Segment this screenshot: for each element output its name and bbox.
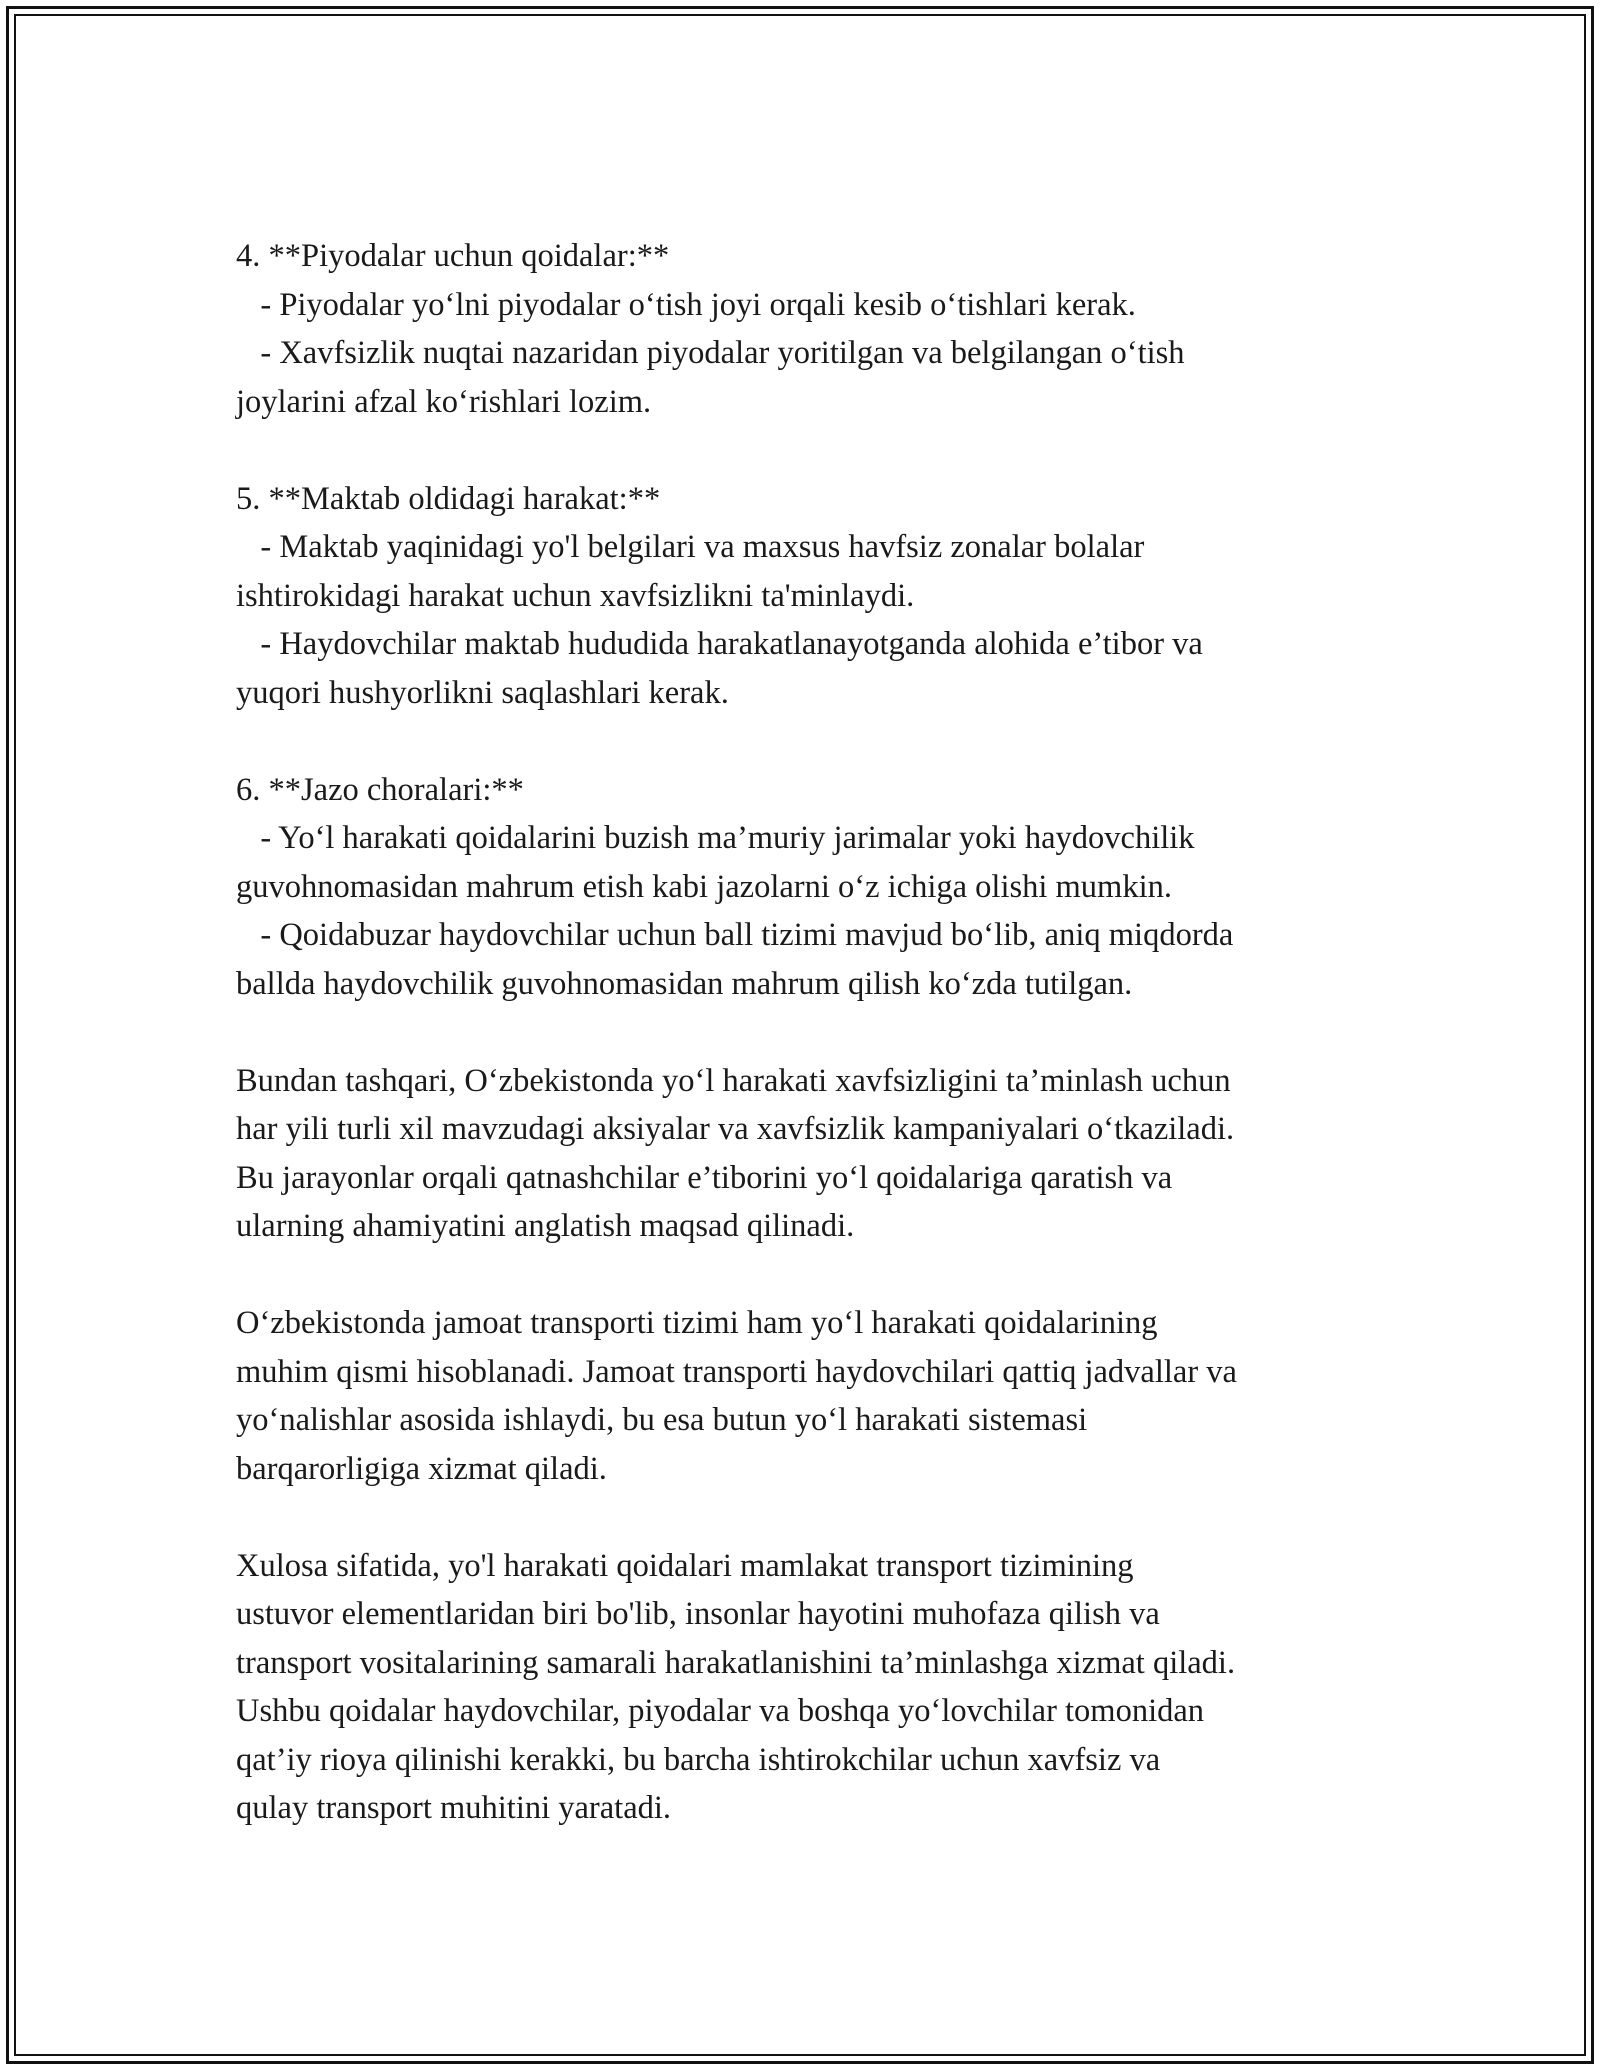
text-line: qulay transport muhitini yaratadi. [236,1790,672,1826]
paragraph-gap [236,1251,1386,1300]
text-line: Bundan tashqari, O‘zbekistonda yo‘l harakati xavfsizligini ta’minlash uchun [236,1062,1231,1099]
text-line: ballda haydovchilik guvohnomasidan mahrum qilish ko‘zda tutilgan. [236,965,1133,1002]
text-line: ishtirokidagi harakat uchun xavfsizlikni ta'minlaydi. [236,577,915,614]
paragraph-gap [236,717,1386,766]
paragraph-gap [236,426,1386,475]
section-heading: 4. **Piyodalar uchun qoidalar:** [236,238,670,274]
text-line: guvohnomasidan mahrum etish kabi jazolarni o‘z ichiga olishi mumkin. [236,868,1172,905]
paragraph-gap [236,1008,1386,1057]
bullet-line: - Maktab yaqinidagi yo'l belgilari va maxsus havfsiz zonalar bolalar [236,529,1145,565]
paragraph-campaigns [236,1057,1386,1251]
text-line: O‘zbekistonda jamoat transporti tizimi ham yo‘l harakati qoidalarining [236,1305,1158,1341]
bullet-line: - Haydovchilar maktab hududida harakatlanayotganda alohida e’tibor va [236,626,1203,662]
text-line: muhim qismi hisoblanadi. Jamoat transporti haydovchilari qattiq jadvallar va [236,1353,1237,1390]
text-line: yo‘nalishlar asosida ishlaydi, bu esa butun yo‘l harakati sistemasi [236,1402,1088,1438]
text-line: Bu jarayonlar orqali qatnashchilar e’tiborini yo‘l qoidalariga qaratish va [236,1159,1173,1196]
text-line: yuqori hushyorlikni saqlashlari kerak. [236,674,729,711]
section-heading: 5. **Maktab oldidagi harakat:** [236,480,661,517]
text-line: ularning ahamiyatini anglatish maqsad qilinadi. [236,1208,855,1244]
text-line: transport vositalarining samarali harakatlanishini ta’minlashga xizmat qiladi. [236,1644,1236,1681]
paragraph-public-transport [236,1299,1386,1493]
bullet-line: - Xavfsizlik nuqtai nazaridan piyodalar yoritilgan va belgilangan o‘tish [236,335,1185,371]
text-line: har yili turli xil mavzudagi aksiyalar va xavfsizlik kampaniyalari o‘tkaziladi. [236,1111,1235,1147]
text-line: Xulosa sifatida, yo'l harakati qoidalari mamlakat transport tizimining [236,1547,1134,1584]
paragraph-conclusion [236,1542,1386,1833]
section-pedestrian-rules [236,232,1386,426]
paragraph-gap [236,1493,1386,1542]
text-line: barqarorligiga xizmat qiladi. [236,1450,607,1487]
section-school-traffic [236,475,1386,718]
bullet-line: - Qoidabuzar haydovchilar uchun ball tizimi mavjud bo‘lib, aniq miqdorda [236,917,1234,953]
section-penalties [236,766,1386,1009]
bullet-line: - Piyodalar yo‘lni piyodalar o‘tish joyi orqali kesib o‘tishlari kerak. [236,286,1136,323]
section-heading: 6. **Jazo choralari:** [236,771,524,808]
text-line: ustuvor elementlaridan biri bo'lib, insonlar hayotini muhofaza qilish va [236,1596,1160,1632]
bullet-line: - Yo‘l harakati qoidalarini buzish ma’muriy jarimalar yoki haydovchilik [236,820,1195,856]
document-body [236,232,1386,1833]
text-line: Ushbu qoidalar haydovchilar, piyodalar va boshqa yo‘lovchilar tomonidan [236,1693,1205,1729]
text-line: qat’iy rioya qilinishi kerakki, bu barcha ishtirokchilar uchun xavfsiz va [236,1741,1161,1778]
text-line: joylarini afzal ko‘rishlari lozim. [236,383,652,420]
